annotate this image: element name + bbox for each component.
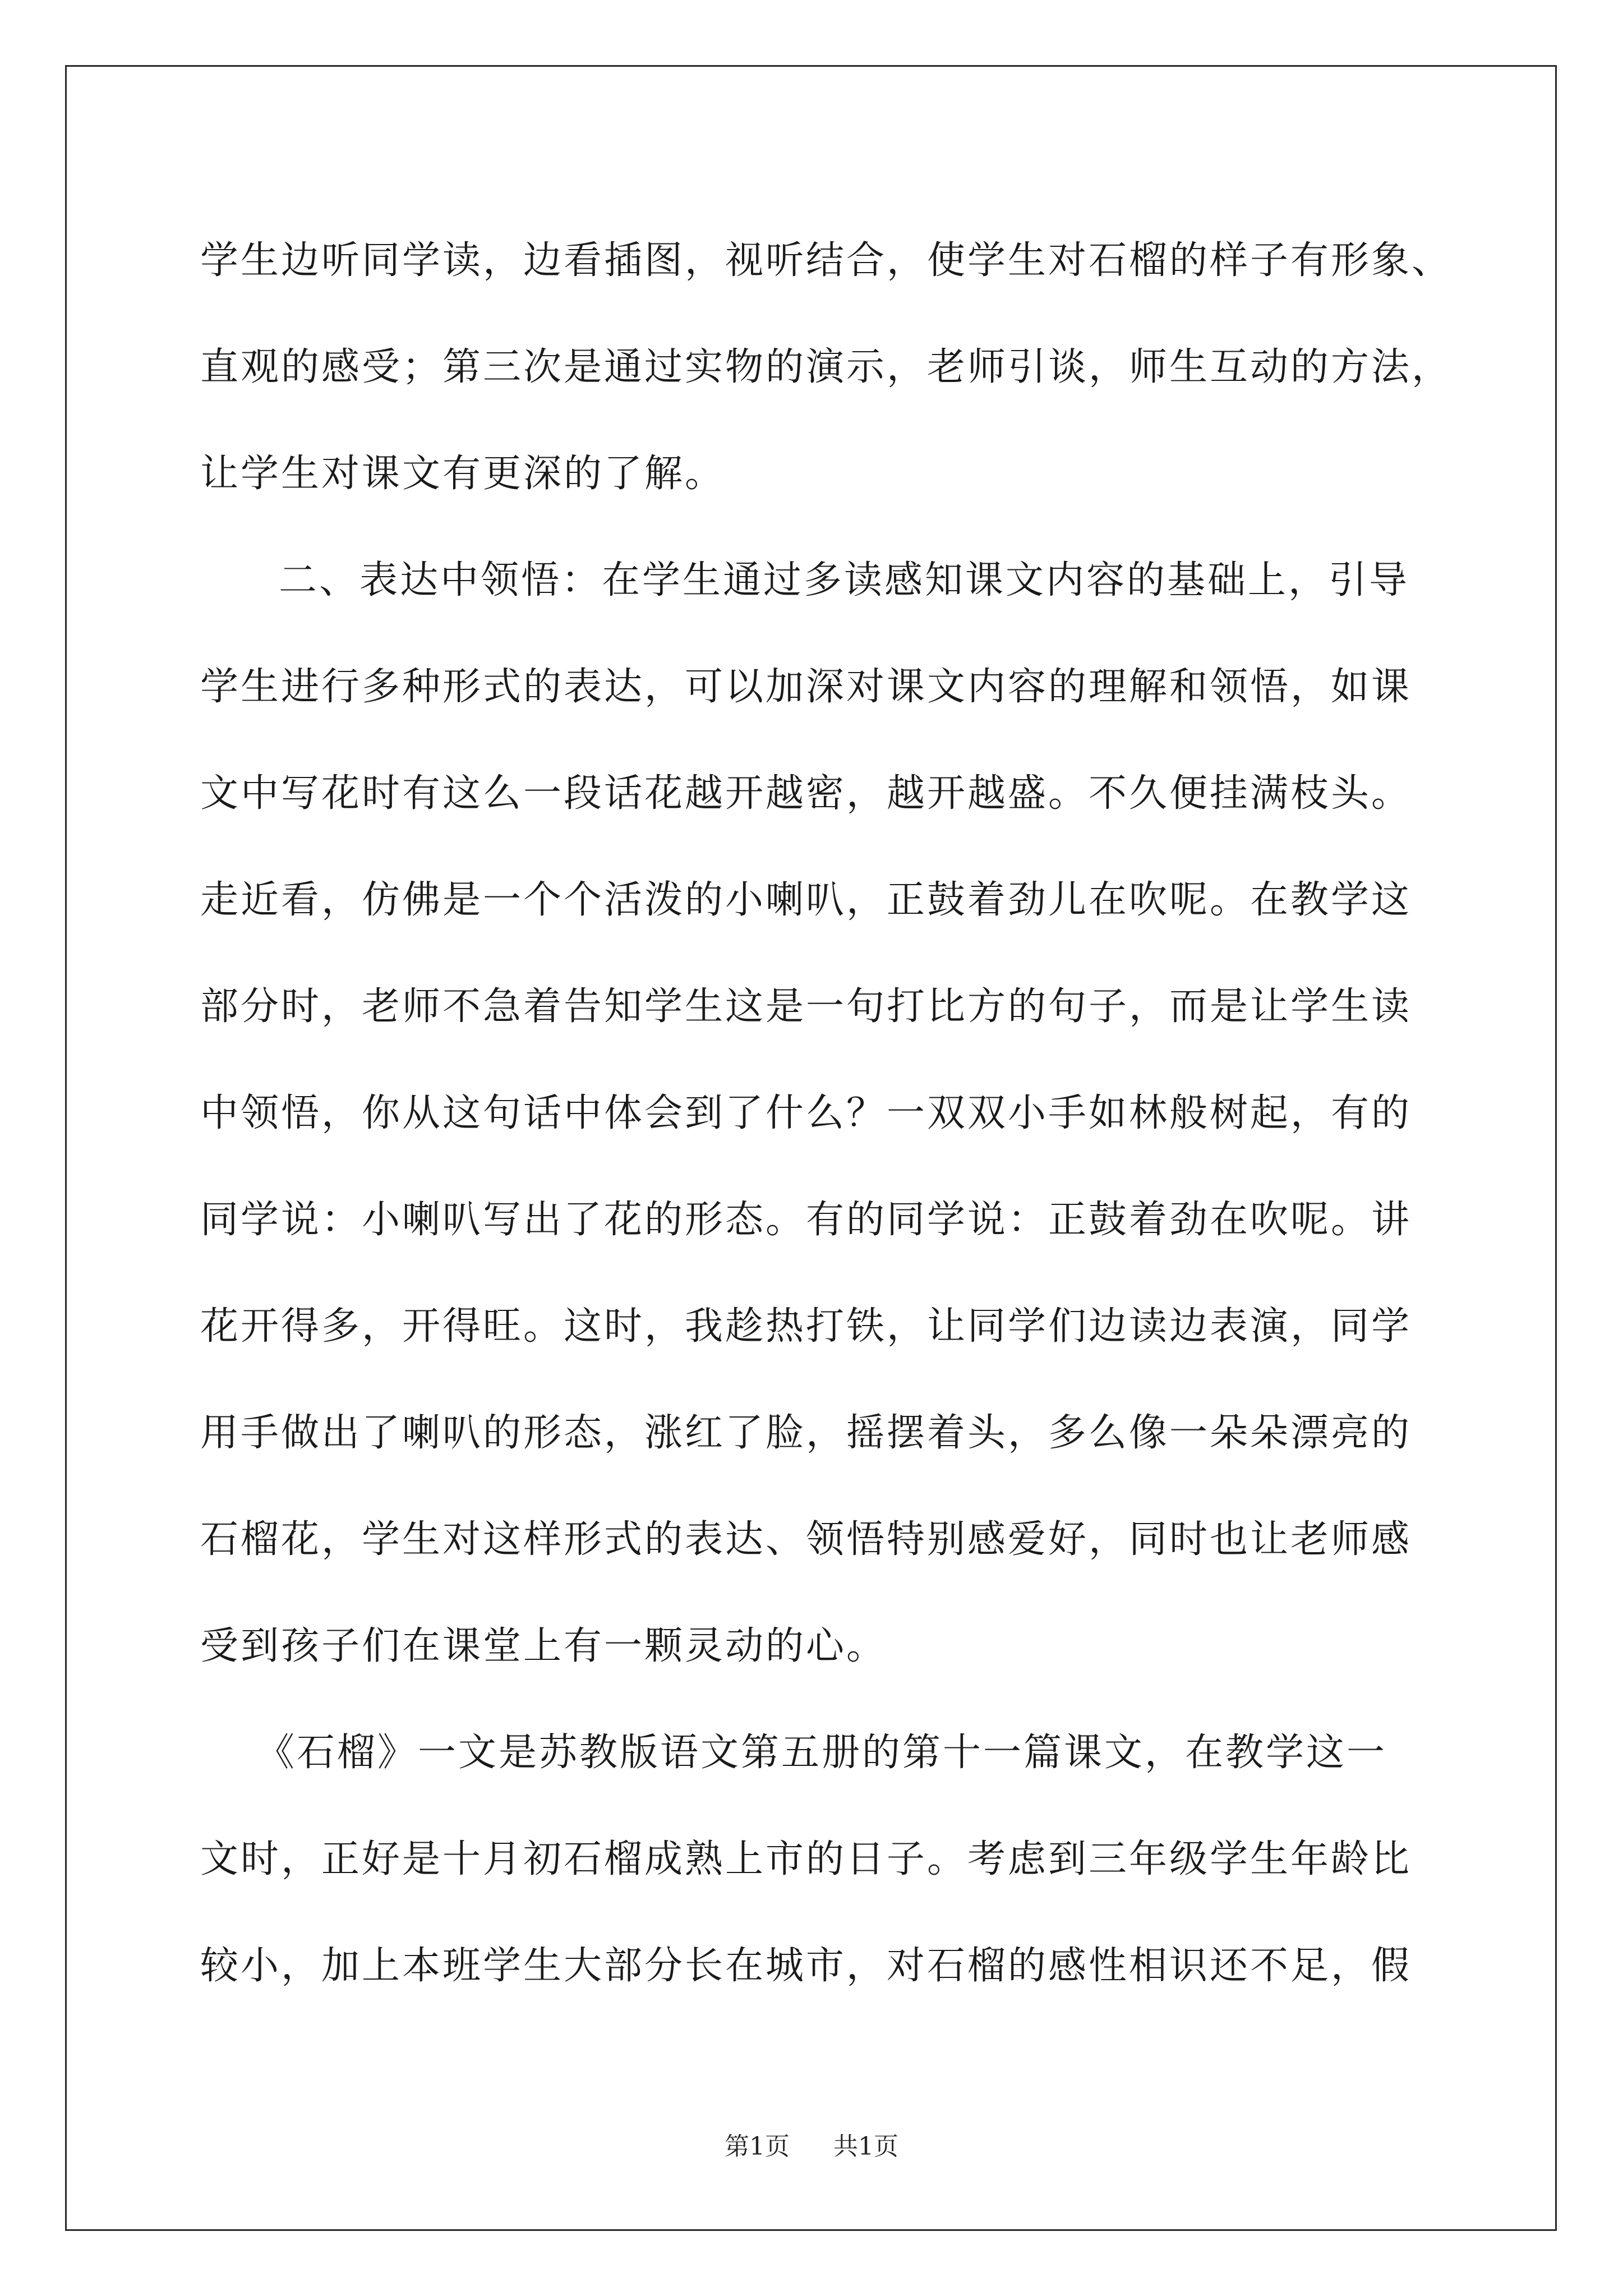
text-line: 花开得多，开得旺。这时，我趁热打铁，让同学们边读边表演，同学 [200, 1304, 1412, 1349]
text-line: 文中写花时有这么一段话花越开越密，越开越盛。不久便挂满枝头。 [200, 771, 1412, 816]
text-line: 石榴花，学生对这样形式的表达、领悟特别感爱好，同时也让老师感 [200, 1517, 1412, 1562]
text-line: 让学生对课文有更深的了解。 [200, 452, 726, 496]
text-line: 文时，正好是十月初石榴成熟上市的日子。考虑到三年级学生年龄比 [200, 1837, 1412, 1881]
page-footer [0, 2126, 1623, 2162]
text-line: 较小，加上本班学生大部分长在城市，对石榴的感性相识还不足，假 [200, 1944, 1412, 1988]
page-total: 共1页 [833, 2132, 898, 2161]
text-line: 受到孩子们在课堂上有一颗灵动的心。 [200, 1624, 887, 1668]
text-line: 走近看，仿佛是一个个活泼的小喇叭，正鼓着劲儿在吹呢。在教学这 [200, 878, 1412, 922]
text-line: 同学说：小喇叭写出了花的形态。有的同学说：正鼓着劲在吹呢。讲 [200, 1198, 1412, 1242]
text-line: 二、表达中领悟：在学生通过多读感知课文内容的基础上，引导 [279, 558, 1410, 602]
paragraph-1 [200, 208, 1453, 527]
text-line: 部分时，老师不急着告知学生这是一句打比方的句子，而是让学生读 [200, 984, 1412, 1029]
text-line: 直观的感受；第三次是通过实物的演示，老师引谈，师生互动的方法， [200, 345, 1453, 389]
paragraph-3 [200, 1700, 1434, 2019]
text-line: 学生边听同学读，边看插图，视听结合，使学生对石榴的样子有形象、 [200, 238, 1453, 283]
page-number: 第1页 [725, 2132, 790, 2161]
text-line: 用手做出了喇叭的形态，涨红了脸，摇摆着头，多么像一朵朵漂亮的 [200, 1411, 1412, 1455]
text-line: 中领悟，你从这句话中体会到了什么？一双双小手如林般树起，有的 [200, 1091, 1412, 1135]
document-body [200, 208, 1453, 2019]
paragraph-2 [200, 527, 1434, 1700]
text-line: 学生进行多种形式的表达，可以加深对课文内容的理解和领悟，如课 [200, 665, 1412, 709]
text-line: 《石榴》一文是苏教版语文第五册的第十一篇课文，在教学这一 [256, 1731, 1387, 1775]
